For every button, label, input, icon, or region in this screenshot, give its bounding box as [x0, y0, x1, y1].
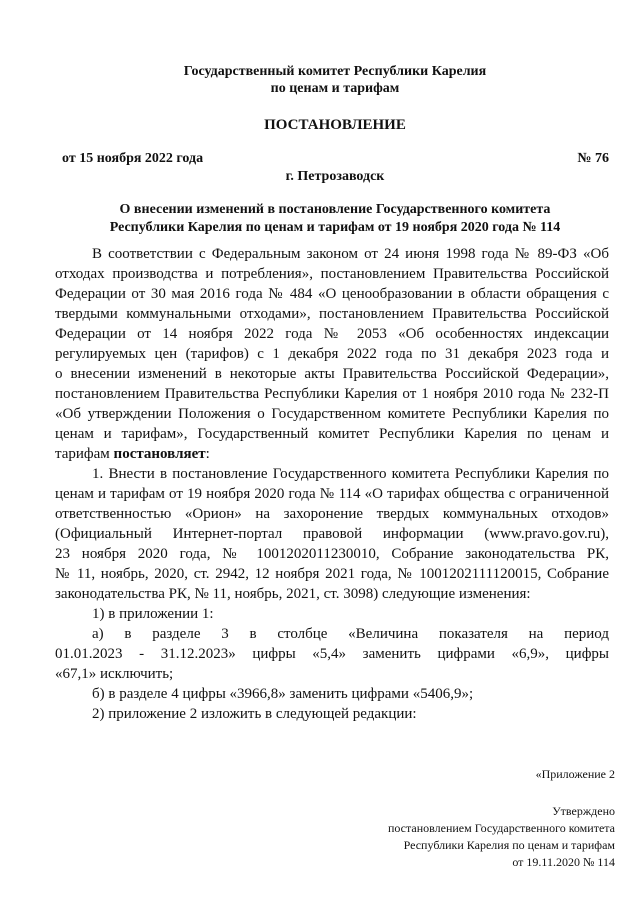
- doc-type: ПОСТАНОВЛЕНИЕ: [264, 117, 406, 133]
- doc-title-line1: О внесении изменений в постановление Государственного комитета: [119, 202, 551, 217]
- appendix-approved: Утверждено: [552, 804, 615, 818]
- preamble-last-text: тарифам: [55, 446, 114, 462]
- preamble-line: твердыми коммунальными отходами», постановлением Правительства Российской: [55, 306, 609, 322]
- appendix-label: «Приложение 2: [535, 767, 615, 781]
- subitem-1b: б) в разделе 4 цифры «3966,8» заменить цифрами «5406,9»;: [92, 686, 474, 702]
- subitem-1: 1) в приложении 1:: [92, 606, 214, 622]
- appendix-line1: постановлением Государственного комитета: [387, 821, 615, 835]
- subitem-1a-line: 01.01.2023 - 31.12.2023» цифры «5,4» заменить цифрами «6,9», цифры: [55, 646, 609, 662]
- doc-city: г. Петрозаводск: [285, 169, 385, 184]
- item1-line: 1. Внести в постановление Государственного комитета Республики Карелия по: [92, 466, 609, 482]
- preamble-line: ценам и тарифам», Государственный комитет Республики Карелия по ценам и: [55, 426, 609, 442]
- preamble-line: постановлением Правительства Республики Карелия от 1 ноября 2010 года № 232-П: [55, 386, 609, 402]
- subitem-1a-line: а) в разделе 3 в столбце «Величина показателя на период: [92, 626, 609, 642]
- preamble-line: отходах производства и потребления», постановлением Правительства Российской: [55, 266, 609, 282]
- preamble-line: регулируемых цен (тарифов) с 1 декабря 2022 года по 31 декабря 2023 года и: [55, 346, 609, 362]
- doc-number: № 76: [577, 151, 609, 166]
- preamble-line: о внесении изменений в некоторые акты Правительства Российской Федерации»,: [55, 366, 609, 382]
- item1-line: ценам и тарифам от 19 ноября 2020 года № 114 «О тарифах общества с ограниченной: [55, 486, 609, 502]
- item1-line: ответственностью «Орион» на захоронение твердых коммунальных отходов»: [55, 506, 609, 522]
- appendix-line3: от 19.11.2020 № 114: [512, 855, 615, 869]
- org-name-line1: Государственный комитет Республики Карелия: [183, 64, 487, 79]
- subitem-2: 2) приложение 2 изложить в следующей редакции:: [92, 706, 417, 722]
- preamble-last-line: [55, 446, 210, 463]
- item1-line: № 11, ноябрь, 2020, ст. 2942, 12 ноября 2021 года, № 1001202111120015, Собрание: [55, 566, 609, 582]
- subitem-1a-last-line: «67,1» исключить;: [55, 666, 174, 682]
- org-name-line2: по ценам и тарифам: [270, 81, 400, 96]
- doc-date: от 15 ноября 2022 года: [62, 151, 204, 166]
- preamble-line: «Об утверждении Положения о Государственном комитете Республики Карелия по: [55, 406, 609, 422]
- preamble-line: Федерации от 30 мая 2016 года № 484 «О ценообразовании в области обращения с: [55, 286, 609, 302]
- item1-line: (Официальный Интернет-портал правовой информации (www.pravo.gov.ru),: [55, 526, 609, 542]
- preamble-line: В соответствии с Федеральным законом от 24 июня 1998 года № 89-ФЗ «Об: [92, 246, 609, 262]
- preamble-colon: :: [205, 446, 210, 462]
- item1-last-line: законодательства РК, № 11, ноябрь, 2021, ст. 3098) следующие изменения:: [55, 586, 531, 602]
- item1-line: 23 ноября 2020 года, № 1001202011230010, Собрание законодательства РК,: [55, 546, 609, 562]
- doc-title-line2: Республики Карелия по ценам и тарифам от 19 ноября 2020 года № 114: [109, 220, 561, 235]
- preamble-verb: постановляет: [113, 446, 206, 462]
- preamble-line: Федерации от 14 ноября 2022 года № 2053 «Об особенностях индексации: [55, 326, 609, 342]
- appendix-line2: Республики Карелия по ценам и тарифам: [403, 838, 615, 852]
